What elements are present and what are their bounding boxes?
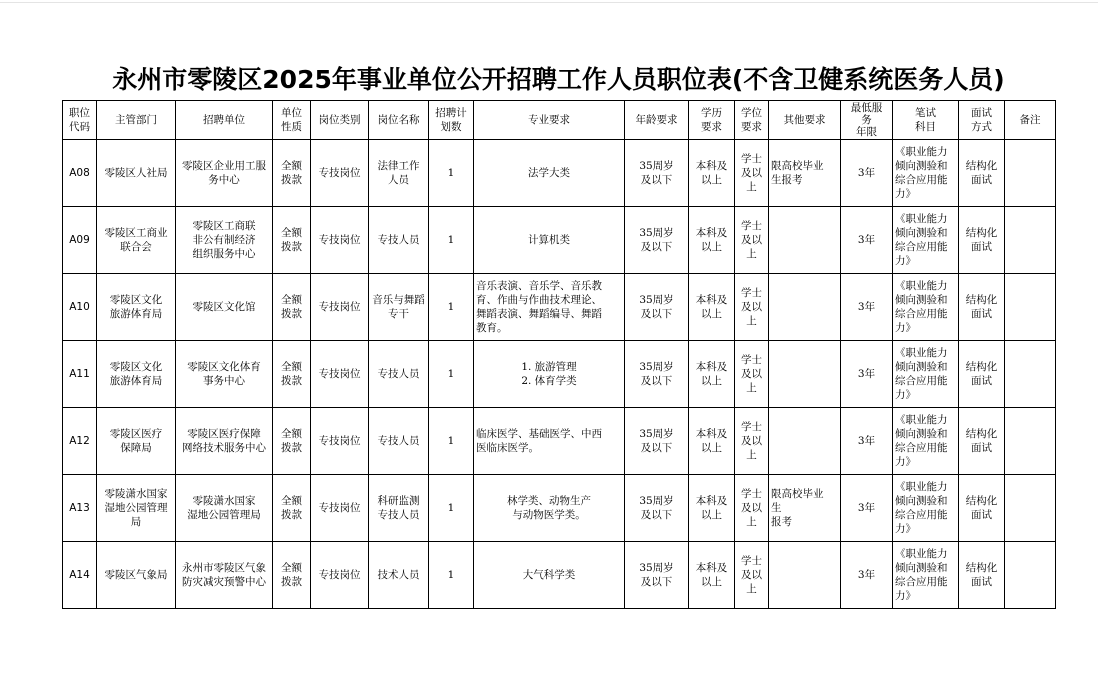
cell-nature: 全额 拨款 xyxy=(273,140,311,207)
header-exam: 笔试 科目 xyxy=(893,101,959,140)
cell-service: 3年 xyxy=(841,542,893,609)
header-post: 岗位名称 xyxy=(369,101,429,140)
cell-edu: 本科及 以上 xyxy=(689,140,735,207)
cell-interview: 结构化 面试 xyxy=(959,408,1005,475)
cell-major: 林学类、动物生产 与动物医学类。 xyxy=(474,475,625,542)
cell-interview: 结构化 面试 xyxy=(959,207,1005,274)
cell-age: 35周岁 及以下 xyxy=(625,341,689,408)
cell-edu: 本科及 以上 xyxy=(689,408,735,475)
cell-interview: 结构化 面试 xyxy=(959,341,1005,408)
cell-quota: 1 xyxy=(429,140,474,207)
cell-other xyxy=(769,274,841,341)
table-row xyxy=(63,341,1056,408)
cell-other: 限高校毕业 生报考 xyxy=(769,140,841,207)
cell-interview: 结构化 面试 xyxy=(959,542,1005,609)
cell-category: 专技岗位 xyxy=(311,140,369,207)
cell-post: 专技人员 xyxy=(369,207,429,274)
cell-quota: 1 xyxy=(429,274,474,341)
cell-nature: 全额 拨款 xyxy=(273,341,311,408)
cell-code: A13 xyxy=(63,475,97,542)
cell-dept: 零陵区文化 旅游体育局 xyxy=(97,274,176,341)
cell-nature: 全额 拨款 xyxy=(273,475,311,542)
cell-dept: 零陵区气象局 xyxy=(97,542,176,609)
cell-post: 技术人员 xyxy=(369,542,429,609)
cell-unit: 零陵区医疗保障 网络技术服务中心 xyxy=(176,408,273,475)
cell-other xyxy=(769,207,841,274)
cell-edu: 本科及 以上 xyxy=(689,475,735,542)
cell-service: 3年 xyxy=(841,274,893,341)
table-row xyxy=(63,408,1056,475)
cell-interview: 结构化 面试 xyxy=(959,274,1005,341)
header-degree: 学位 要求 xyxy=(735,101,769,140)
cell-major: 音乐表演、音乐学、音乐教 育、作曲与作曲技术理论、 舞蹈表演、舞蹈编导、舞蹈 教育。 xyxy=(474,274,625,341)
cell-category: 专技岗位 xyxy=(311,207,369,274)
cell-remark xyxy=(1005,475,1056,542)
header-age: 年龄要求 xyxy=(625,101,689,140)
cell-other xyxy=(769,408,841,475)
header-nature: 单位 性质 xyxy=(273,101,311,140)
cell-category: 专技岗位 xyxy=(311,408,369,475)
cell-post: 专技人员 xyxy=(369,408,429,475)
header-unit: 招聘单位 xyxy=(176,101,273,140)
cell-code: A12 xyxy=(63,408,97,475)
cell-category: 专技岗位 xyxy=(311,542,369,609)
cell-quota: 1 xyxy=(429,408,474,475)
cell-remark xyxy=(1005,408,1056,475)
cell-degree: 学士 及以 上 xyxy=(735,274,769,341)
cell-degree: 学士 及以 上 xyxy=(735,140,769,207)
cell-post: 音乐与舞蹈 专干 xyxy=(369,274,429,341)
cell-major: 临床医学、基础医学、中西 医临床医学。 xyxy=(474,408,625,475)
header-interview: 面试 方式 xyxy=(959,101,1005,140)
cell-code: A08 xyxy=(63,140,97,207)
cell-exam: 《职业能力 倾向测验和 综合应用能 力》 xyxy=(893,542,959,609)
cell-remark xyxy=(1005,140,1056,207)
cell-quota: 1 xyxy=(429,475,474,542)
cell-nature: 全额 拨款 xyxy=(273,542,311,609)
cell-quota: 1 xyxy=(429,341,474,408)
cell-post: 专技人员 xyxy=(369,341,429,408)
header-edu: 学历 要求 xyxy=(689,101,735,140)
header-quota: 招聘计 划数 xyxy=(429,101,474,140)
cell-major: 1. 旅游管理 2. 体育学类 xyxy=(474,341,625,408)
cell-category: 专技岗位 xyxy=(311,341,369,408)
cell-service: 3年 xyxy=(841,475,893,542)
cell-interview: 结构化 面试 xyxy=(959,475,1005,542)
cell-unit: 零陵区文化馆 xyxy=(176,274,273,341)
cell-quota: 1 xyxy=(429,542,474,609)
cell-unit: 零陵区文化体育 事务中心 xyxy=(176,341,273,408)
header-category: 岗位类别 xyxy=(311,101,369,140)
cell-degree: 学士 及以 上 xyxy=(735,341,769,408)
cell-edu: 本科及 以上 xyxy=(689,341,735,408)
cell-dept: 零陵区工商业 联合会 xyxy=(97,207,176,274)
cell-remark xyxy=(1005,542,1056,609)
header-code: 职位 代码 xyxy=(63,101,97,140)
cell-remark xyxy=(1005,207,1056,274)
cell-post: 法律工作 人员 xyxy=(369,140,429,207)
cell-degree: 学士 及以 上 xyxy=(735,475,769,542)
cell-exam: 《职业能力 倾向测验和 综合应用能 力》 xyxy=(893,408,959,475)
cell-dept: 零陵潇水国家 湿地公园管理 局 xyxy=(97,475,176,542)
cell-other xyxy=(769,341,841,408)
cell-age: 35周岁 及以下 xyxy=(625,140,689,207)
cell-exam: 《职业能力 倾向测验和 综合应用能 力》 xyxy=(893,475,959,542)
cell-service: 3年 xyxy=(841,140,893,207)
cell-exam: 《职业能力 倾向测验和 综合应用能 力》 xyxy=(893,140,959,207)
cell-code: A11 xyxy=(63,341,97,408)
cell-edu: 本科及 以上 xyxy=(689,207,735,274)
cell-interview: 结构化 面试 xyxy=(959,140,1005,207)
cell-nature: 全额 拨款 xyxy=(273,274,311,341)
cell-exam: 《职业能力 倾向测验和 综合应用能 力》 xyxy=(893,341,959,408)
cell-age: 35周岁 及以下 xyxy=(625,475,689,542)
cell-degree: 学士 及以 上 xyxy=(735,408,769,475)
cell-nature: 全额 拨款 xyxy=(273,408,311,475)
header-other: 其他要求 xyxy=(769,101,841,140)
cell-other: 限高校毕业 生 报考 xyxy=(769,475,841,542)
cell-exam: 《职业能力 倾向测验和 综合应用能 力》 xyxy=(893,207,959,274)
job-positions-table xyxy=(62,100,1056,609)
cell-dept: 零陵区医疗 保障局 xyxy=(97,408,176,475)
cell-service: 3年 xyxy=(841,207,893,274)
cell-age: 35周岁 及以下 xyxy=(625,408,689,475)
cell-quota: 1 xyxy=(429,207,474,274)
header-dept: 主管部门 xyxy=(97,101,176,140)
cell-major: 法学大类 xyxy=(474,140,625,207)
cell-dept: 零陵区文化 旅游体育局 xyxy=(97,341,176,408)
cell-unit: 零陵区企业用工服 务中心 xyxy=(176,140,273,207)
cell-post: 科研监测 专技人员 xyxy=(369,475,429,542)
cell-category: 专技岗位 xyxy=(311,475,369,542)
cell-age: 35周岁 及以下 xyxy=(625,274,689,341)
cell-remark xyxy=(1005,341,1056,408)
cell-age: 35周岁 及以下 xyxy=(625,207,689,274)
cell-code: A14 xyxy=(63,542,97,609)
cell-service: 3年 xyxy=(841,408,893,475)
cell-exam: 《职业能力 倾向测验和 综合应用能 力》 xyxy=(893,274,959,341)
table-row xyxy=(63,475,1056,542)
cell-nature: 全额 拨款 xyxy=(273,207,311,274)
cell-dept: 零陵区人社局 xyxy=(97,140,176,207)
cell-degree: 学士 及以 上 xyxy=(735,207,769,274)
cell-degree: 学士 及以 上 xyxy=(735,542,769,609)
header-row xyxy=(63,101,1056,140)
cell-service: 3年 xyxy=(841,341,893,408)
cell-code: A09 xyxy=(63,207,97,274)
cell-edu: 本科及 以上 xyxy=(689,542,735,609)
cell-major: 大气科学类 xyxy=(474,542,625,609)
cell-unit: 零陵潇水国家 湿地公园管理局 xyxy=(176,475,273,542)
cell-unit: 永州市零陵区气象 防灾减灾预警中心 xyxy=(176,542,273,609)
table-row xyxy=(63,140,1056,207)
header-remark: 备注 xyxy=(1005,101,1056,140)
cell-category: 专技岗位 xyxy=(311,274,369,341)
cell-edu: 本科及 以上 xyxy=(689,274,735,341)
top-edge-line xyxy=(0,2,1098,3)
table-row xyxy=(63,207,1056,274)
header-major: 专业要求 xyxy=(474,101,625,140)
table-row xyxy=(63,274,1056,341)
cell-unit: 零陵区工商联 非公有制经济 组织服务中心 xyxy=(176,207,273,274)
cell-age: 35周岁 及以下 xyxy=(625,542,689,609)
cell-code: A10 xyxy=(63,274,97,341)
page-title: 永州市零陵区2025年事业单位公开招聘工作人员职位表(不含卫健系统医务人员) xyxy=(112,65,1005,94)
cell-major: 计算机类 xyxy=(474,207,625,274)
table-row xyxy=(63,542,1056,609)
cell-remark xyxy=(1005,274,1056,341)
header-service: 最低服 务 年限 xyxy=(841,101,893,140)
cell-other xyxy=(769,542,841,609)
